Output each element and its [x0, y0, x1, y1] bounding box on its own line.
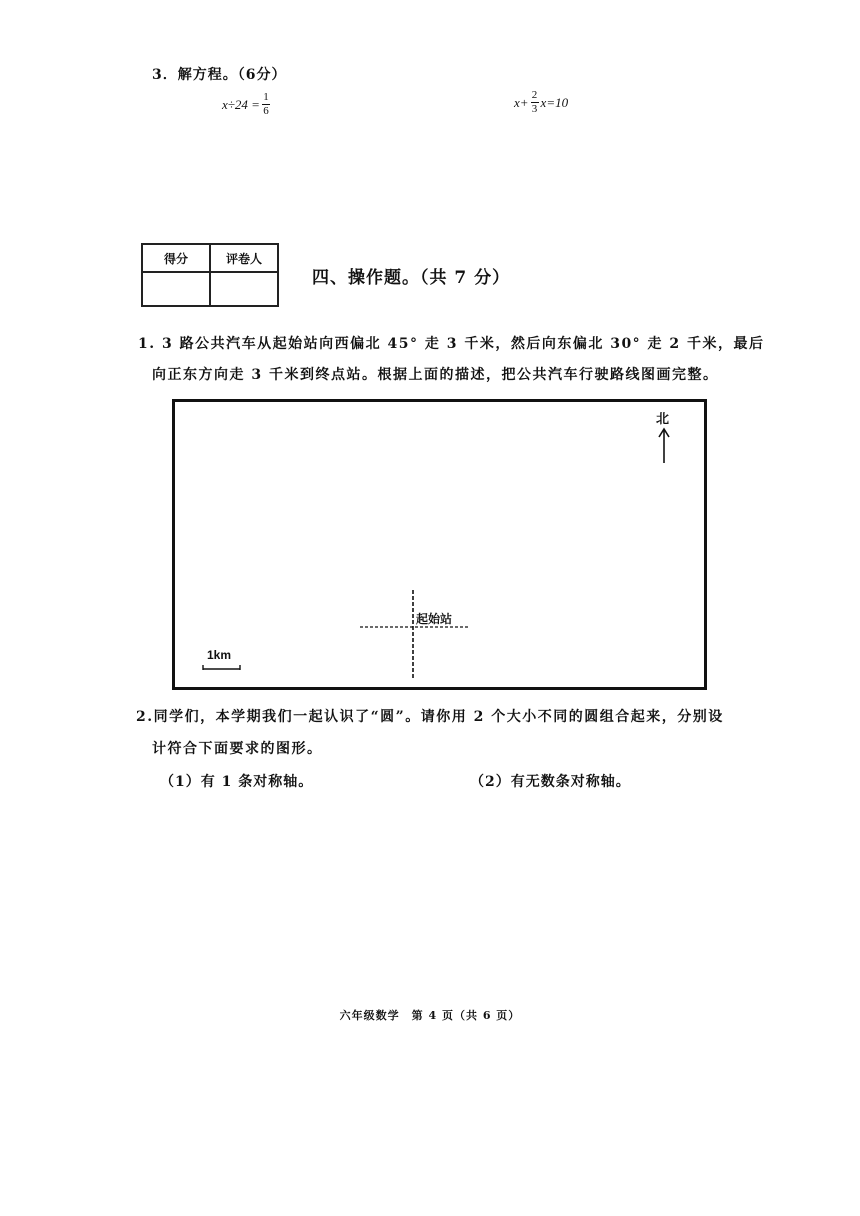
problem2-line1: 2.同学们，本学期我们一起认识了“圆”。请你用 2 个大小不同的圆组合起来，分别设	[136, 709, 724, 725]
fraction-denominator: 3	[531, 103, 538, 115]
problem2-line2: 计符合下面要求的图形。	[152, 741, 323, 757]
fraction-numerator: 1	[263, 91, 269, 103]
problem2-sub2: （2）有无数条对称轴。	[470, 774, 631, 790]
start-station-label: 起始站	[416, 612, 453, 626]
north-label: 北	[656, 412, 670, 427]
equation-2-right: x=10	[540, 94, 569, 110]
equation-1-left: x÷24 =	[222, 96, 260, 112]
problem2-sub1: （1）有 1 条对称轴。	[160, 774, 314, 790]
fraction-denominator: 6	[263, 105, 269, 117]
equation-2-left: x+	[514, 94, 529, 110]
question3-heading: 3．解方程。（6分）	[152, 67, 287, 83]
fraction-numerator: 2	[531, 89, 538, 101]
section-title: 四、操作题。（共 7 分）	[312, 268, 511, 288]
problem1-line2: 向正东方向走 3 千米到终点站。根据上面的描述，把公共汽车行驶路线图画完整。	[152, 367, 719, 383]
grader-header: 评卷人	[210, 244, 278, 272]
score-header: 得分	[142, 244, 210, 272]
page-footer: 六年级数学 第 4 页（共 6 页）	[339, 1009, 521, 1022]
scale-label: 1km	[207, 648, 232, 662]
problem1-line1: 1. 3 路公共汽车从起始站向西偏北 45° 走 3 千米，然后向东偏北 30° 走 2 千米，最后	[138, 336, 765, 352]
